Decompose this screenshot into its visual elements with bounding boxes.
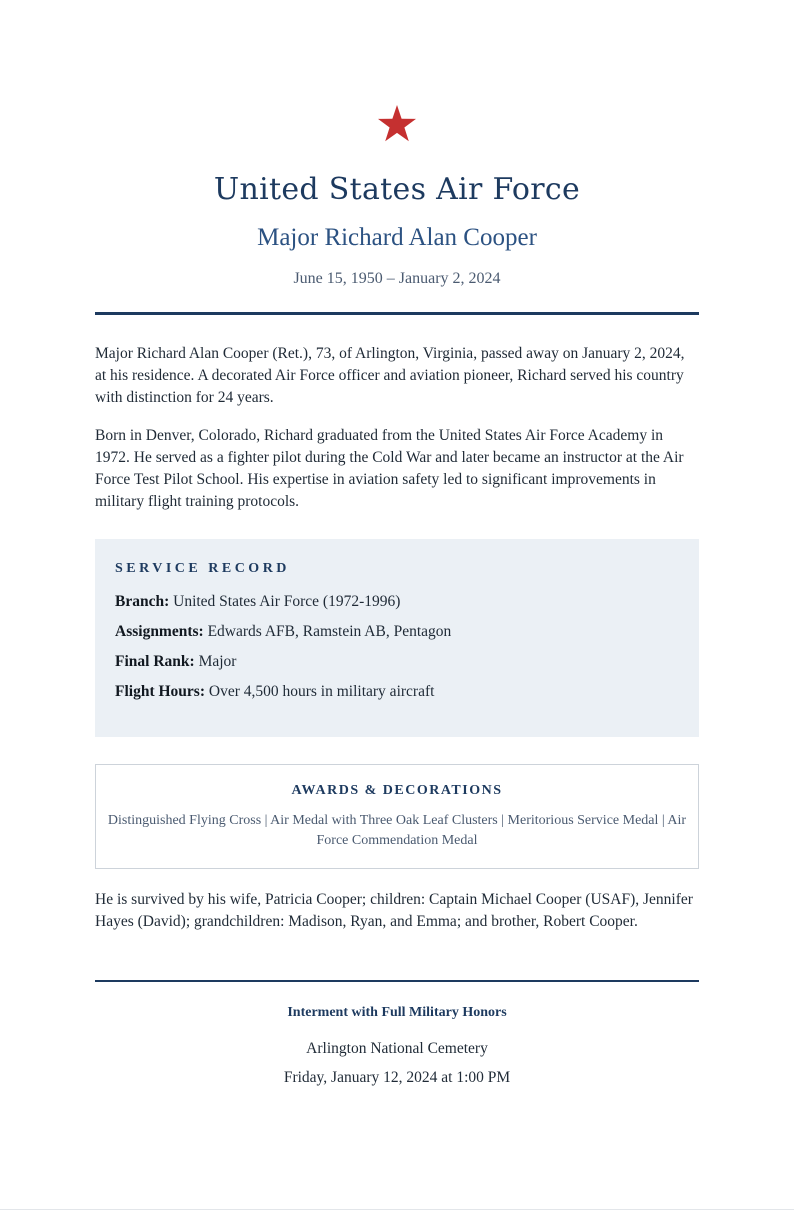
- star-icon: [377, 104, 417, 144]
- intro-paragraph-2: Born in Denver, Colorado, Richard graduated from the United States Air Force Academy in 1972. He served as a fighter pilot during the Cold War and later became an instructor at the Air Force Test Pilot School. His expertise in aviation safety led to significant improvements in military flight training protocols.: [95, 427, 684, 510]
- service-row-flight-hours: [115, 683, 679, 701]
- service-label: Final Rank:: [115, 653, 195, 670]
- service-row-final-rank: [115, 653, 679, 671]
- footer-divider: [95, 980, 699, 982]
- interment-heading: Interment with Full Military Honors: [287, 1005, 507, 1020]
- service-row-branch: [115, 593, 679, 611]
- interment-location: Arlington National Cemetery: [306, 1040, 488, 1057]
- header-divider: [95, 312, 699, 315]
- service-label: Branch:: [115, 593, 170, 610]
- service-label: Assignments:: [115, 623, 204, 640]
- service-record-panel: [95, 539, 699, 737]
- organization-title: United States Air Force: [213, 172, 581, 207]
- service-value: Edwards AFB, Ramstein AB, Pentagon: [207, 623, 452, 640]
- awards-heading: AWARDS & DECORATIONS: [291, 783, 503, 798]
- life-dates: June 15, 1950 – January 2, 2024: [293, 270, 501, 287]
- service-value: United States Air Force (1972-1996): [173, 593, 401, 610]
- page-bottom-edge: [0, 1209, 794, 1210]
- service-value: Over 4,500 hours in military aircraft: [208, 683, 435, 700]
- survivors-paragraph: He is survived by his wife, Patricia Cooper; children: Captain Michael Cooper (USAF), Jennifer Hayes (David); grandchildren: Madison, Ryan, and Emma; and brother, Robert Cooper.: [95, 891, 693, 930]
- awards-list: Distinguished Flying Cross | Air Medal with Three Oak Leaf Clusters | Meritorious Service Medal | Air Force Commendation Medal: [107, 813, 687, 848]
- deceased-name: Major Richard Alan Cooper: [257, 224, 537, 251]
- awards-panel: [95, 764, 699, 869]
- interment-datetime: Friday, January 12, 2024 at 1:00 PM: [283, 1069, 511, 1086]
- service-record-heading: SERVICE RECORD: [115, 561, 290, 576]
- intro-paragraph-1: Major Richard Alan Cooper (Ret.), 73, of Arlington, Virginia, passed away on January 2, 2024, at his residence. A decorated Air Force officer and aviation pioneer, Richard served his country with distinction for 24 years.: [95, 345, 685, 406]
- service-value: Major: [198, 653, 237, 670]
- service-row-assignments: [115, 623, 679, 641]
- star-shape: [378, 105, 416, 141]
- service-label: Flight Hours:: [115, 683, 205, 700]
